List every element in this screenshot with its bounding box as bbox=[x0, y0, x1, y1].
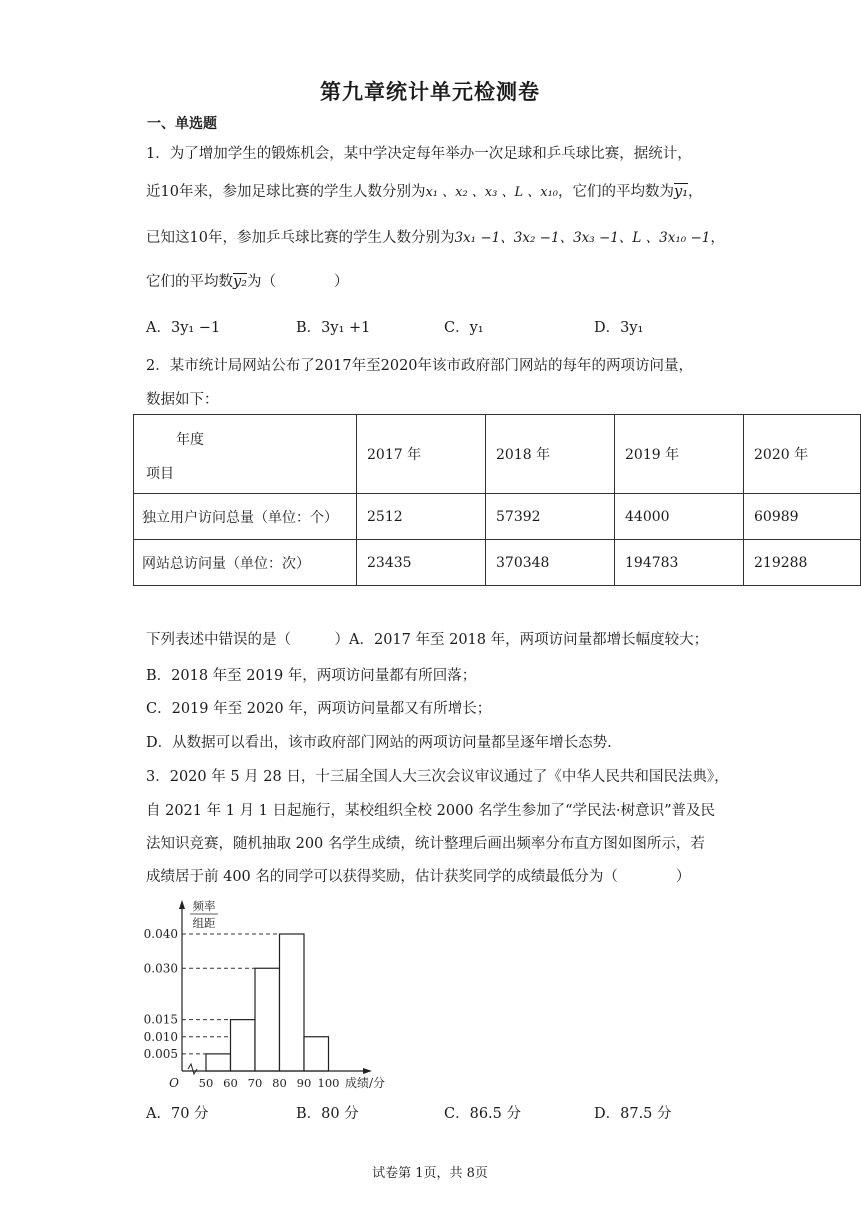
table-corner-cell: 年度 项目 bbox=[134, 415, 357, 494]
page-title: 第九章统计单元检测卷 bbox=[320, 79, 540, 104]
table-row bbox=[134, 540, 861, 586]
q3-line3: 法知识竞赛，随机抽取 200 名学生成绩，统计整理后画出频率分布直方图如图所示，若 bbox=[146, 836, 705, 852]
histogram-bar bbox=[255, 968, 280, 1071]
table-header-year: 2017 年 bbox=[357, 415, 486, 494]
y-tick-label: 0.015 bbox=[143, 1012, 178, 1027]
q3-option-a[interactable]: A．70 分 bbox=[146, 1106, 209, 1122]
histogram-bar bbox=[280, 934, 305, 1071]
visits-table bbox=[133, 414, 861, 586]
x-tick-label: 50 bbox=[198, 1076, 214, 1090]
x-tick-label: 60 bbox=[223, 1076, 238, 1090]
q1-line2: 近10年来，参加足球比赛的学生人数分别为x₁ 、x₂ 、x₃ 、L 、x₁₀，它们的平均数为y₁， bbox=[146, 184, 703, 200]
x-tick-label: 100 bbox=[317, 1076, 340, 1090]
table-header-year: 2019 年 bbox=[615, 415, 744, 494]
q3-option-d[interactable]: D．87.5 分 bbox=[594, 1106, 672, 1122]
q1-variable-list: x₁ 、x₂ 、x₃ 、L 、x₁₀ bbox=[425, 185, 558, 200]
table-cell: 23435 bbox=[357, 540, 486, 586]
table-cell: 57392 bbox=[486, 494, 615, 540]
x-tick-label: 70 bbox=[247, 1076, 263, 1090]
table-cell: 2512 bbox=[357, 494, 486, 540]
q3-line1: 3．2020 年 5 月 28 日，十三届全国人大三次会议审议通过了《中华人民共和国民法典》， bbox=[146, 769, 729, 785]
q2-line1: 2．某市统计局网站公布了2017年至2020年该市政府部门网站的每年的两项访问量， bbox=[146, 358, 694, 374]
histogram-bar bbox=[206, 1054, 231, 1071]
y-axis-arrow bbox=[179, 900, 185, 909]
origin-label: O bbox=[169, 1076, 179, 1090]
table-header-year: 2020 年 bbox=[744, 415, 861, 494]
section-heading: 一、单选题 bbox=[147, 116, 217, 132]
x-axis-label: 成绩/分 bbox=[344, 1076, 386, 1090]
table-cell: 60989 bbox=[744, 494, 861, 540]
q1-line3: 已知这10年，参加乒乓球比赛的学生人数分别为3x₁ −1、3x₂ −1、3x₃ −1、L 、3x₁₀ −1， bbox=[146, 230, 725, 246]
y-tick-label: 0.040 bbox=[143, 927, 178, 941]
histogram-bar bbox=[231, 1020, 256, 1071]
q2-option-d[interactable]: D．从数据可以看出，该市政府部门网站的两项访问量都呈逐年增长态势. bbox=[146, 735, 612, 751]
table-cell: 219288 bbox=[744, 540, 861, 586]
y-axis-label-denominator: 组距 bbox=[192, 916, 216, 930]
q3-option-b[interactable]: B．80 分 bbox=[296, 1106, 359, 1122]
q3-line2: 自 2021 年 1 月 1 日起施行，某校组织全校 2000 名学生参加了“学民法·树意识”普及民 bbox=[146, 803, 716, 819]
q3-option-c[interactable]: C．86.5 分 bbox=[444, 1106, 521, 1122]
frequency-histogram bbox=[143, 896, 430, 1096]
table-header-year: 2018 年 bbox=[486, 415, 615, 494]
table-row-label: 网站总访问量（单位：次） bbox=[134, 540, 357, 586]
q3-line4: 成绩居于前 400 名的同学可以获得奖励，估计获奖同学的成绩最低分为（ ） bbox=[146, 869, 691, 885]
q1-mean-y2: y₂ bbox=[233, 274, 248, 290]
table-row bbox=[134, 494, 861, 540]
q1-transformed-list: 3x₁ −1、3x₂ −1、3x₃ −1、L 、3x₁₀ −1 bbox=[454, 230, 711, 246]
q2-line2: 数据如下： bbox=[146, 392, 219, 408]
q1-mean-y1: y₁ bbox=[674, 184, 689, 200]
table-header-row bbox=[134, 415, 861, 494]
q1-line4: 它们的平均数y₂为（ ） bbox=[146, 274, 349, 290]
q1-option-c[interactable]: C．y₁ bbox=[444, 320, 484, 336]
q1-option-a[interactable]: A．3y₁ −1 bbox=[146, 320, 221, 336]
x-tick-label: 80 bbox=[272, 1076, 287, 1090]
q2-option-c[interactable]: C．2019 年至 2020 年，两项访问量都又有所增长； bbox=[146, 701, 492, 717]
axis-break-mark bbox=[188, 1064, 197, 1074]
q1-line1: 1．为了增加学生的锻炼机会，某中学决定每年举办一次足球和乒乓球比赛，据统计， bbox=[146, 146, 692, 162]
table-cell: 44000 bbox=[615, 494, 744, 540]
q2-stem: 下列表述中错误的是（ ）A．2017 年至 2018 年，两项访问量都增长幅度较大； bbox=[146, 632, 709, 648]
y-tick-label: 0.005 bbox=[143, 1046, 178, 1061]
table-cell: 194783 bbox=[615, 540, 744, 586]
x-axis-arrow bbox=[363, 1068, 372, 1074]
x-tick-label: 90 bbox=[296, 1076, 312, 1090]
y-tick-label: 0.010 bbox=[143, 1029, 178, 1044]
q2-option-b[interactable]: B．2018 年至 2019 年，两项访问量都有所回落； bbox=[146, 668, 477, 684]
q1-option-d[interactable]: D．3y₁ bbox=[594, 320, 644, 336]
y-axis-label-numerator: 频率 bbox=[192, 899, 216, 913]
table-cell: 370348 bbox=[486, 540, 615, 586]
q1-option-b[interactable]: B．3y₁ +1 bbox=[296, 320, 371, 336]
page-footer: 试卷第 1页，共 8页 bbox=[372, 1166, 488, 1181]
histogram-bar bbox=[304, 1037, 329, 1071]
table-row-label: 独立用户访问总量（单位：个） bbox=[134, 494, 357, 540]
y-tick-label: 0.030 bbox=[143, 961, 178, 976]
